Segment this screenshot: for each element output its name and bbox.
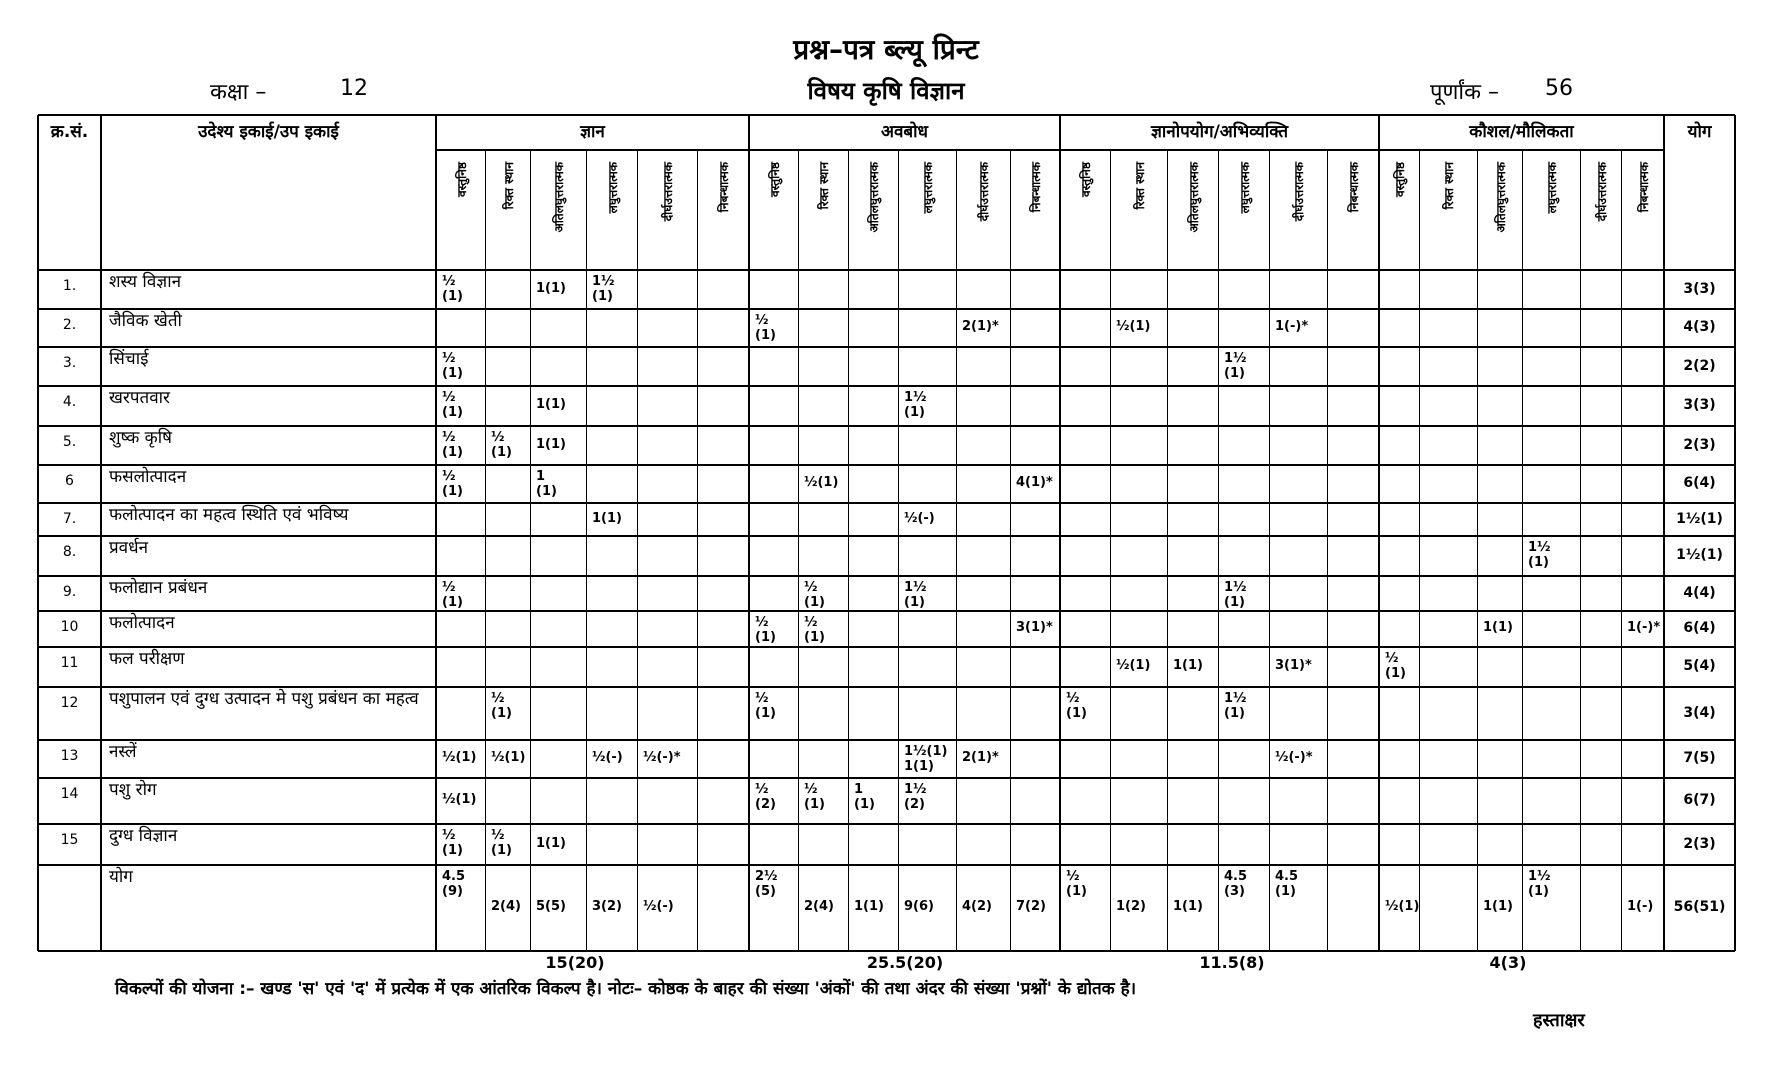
subcolumn-header: रिक्त स्थान <box>1132 162 1147 210</box>
table-row-cell: ½ (1) <box>491 430 512 460</box>
group-avbodh: अवबोध <box>880 122 928 142</box>
total-row-cell: ½ (1) <box>1066 869 1087 899</box>
table-row-unit: फलोद्यान प्रबंधन <box>109 578 208 598</box>
table-row-cell: 1 (1) <box>536 469 557 499</box>
grid-line <box>37 115 39 951</box>
subcolumn-header: लघुत्तरात्मक <box>1545 162 1559 214</box>
grid-line <box>1010 150 1011 951</box>
table-row-cell: ½ (1) <box>491 828 512 858</box>
subcolumn-header: निबन्धात्मक <box>1636 162 1651 213</box>
subcolumn-header: दीर्घउत्तरात्मक <box>1594 162 1609 222</box>
subcolumn-header: निबन्धात्मक <box>717 162 731 213</box>
grid-line <box>38 308 1735 310</box>
table-row-cell: 1½ (1) <box>592 274 615 304</box>
subcolumn-header: निबन्धात्मक <box>1029 162 1043 213</box>
grid-line <box>1167 150 1168 951</box>
table-row-cell: ½ (1) <box>491 691 512 721</box>
table-row-serial: 8. <box>62 544 77 560</box>
table-row-total: 4(4) <box>1683 584 1716 601</box>
group-total-gyan: 15(20) <box>545 953 605 972</box>
grid-line <box>1734 115 1736 951</box>
grid-line <box>637 150 638 951</box>
table-row-cell: 1(-)* <box>1627 620 1661 635</box>
grid-line <box>1327 150 1328 951</box>
table-row-serial: 15 <box>60 832 79 848</box>
table-row-serial: 5. <box>62 434 77 450</box>
total-row-cell: 7(2) <box>1016 899 1046 914</box>
table-row-cell: ½(1) <box>1116 319 1151 334</box>
grid-line <box>1580 150 1581 951</box>
total-row-cell: 2(4) <box>491 899 521 914</box>
grid-line <box>38 346 1735 348</box>
table-row-serial: 14 <box>60 786 79 802</box>
signature-label: हस्ताक्षर <box>1533 1010 1585 1031</box>
table-row-serial: 6 <box>65 473 74 489</box>
table-row-serial: 10 <box>60 619 79 635</box>
table-row-cell: ½ (1) <box>804 782 825 812</box>
table-row-total: 3(4) <box>1683 704 1716 721</box>
subcolumn-header: लघुत्तरात्मक <box>1237 162 1252 214</box>
grid-line <box>1419 150 1420 951</box>
table-row-serial: 13 <box>60 748 79 764</box>
table-row-serial: 1. <box>62 278 77 294</box>
table-row-total: 2(3) <box>1683 835 1716 852</box>
grid-line <box>38 385 1735 387</box>
grid-line <box>1269 150 1270 951</box>
subcolumn-header: वस्तुनिष्ठ <box>767 162 782 198</box>
table-row-serial: 2. <box>62 317 77 333</box>
table-row-cell: ½ (1) <box>804 580 825 610</box>
table-row-cell: 2(1)* <box>962 319 999 334</box>
table-row-unit: फलोत्पादन का महत्व स्थिति एवं भविष्य <box>109 505 349 525</box>
table-row-unit: फल परीक्षण <box>109 649 185 669</box>
table-row-cell: ½(-) <box>904 510 935 526</box>
table-row-cell: ½ (2) <box>755 782 776 812</box>
subcolumn-header: अतिलघुत्तरात्मक <box>1493 162 1508 233</box>
total-row-cell: 2(4) <box>804 899 834 914</box>
footer-note: विकल्पों की योजना :– खण्ड 'स' एवं 'द' में प्रत्येक में एक आंतरिक विकल्प है। नोटः– कोष्ठक के बाहर की संख्या 'अंकों' की तथा अंदर की संख्या 'प्रश्नों' के द्योतक है। <box>115 979 1137 999</box>
table-row-unit: फलोत्पादन <box>109 613 175 633</box>
table-row-unit: शस्य विज्ञान <box>109 272 182 292</box>
grid-line <box>38 114 1735 116</box>
table-row-cell: 2(1)* <box>962 750 999 765</box>
table-row-unit: दुग्ध विज्ञान <box>109 826 178 846</box>
table-row-unit: नस्लें <box>109 742 137 762</box>
total-row-unit: योग <box>109 867 133 887</box>
grid-line <box>1110 150 1111 951</box>
table-row-cell: ½ (1) <box>442 469 463 499</box>
table-row-serial: 12 <box>60 695 79 711</box>
group-total-gyanopyog: 11.5(8) <box>1199 953 1265 972</box>
grid-line <box>436 149 1664 151</box>
subcolumn-header: दीर्घउत्तरात्मक <box>977 162 991 222</box>
table-row-serial: 3. <box>62 355 77 371</box>
table-row-cell: ½(1) <box>442 792 477 807</box>
class-label: कक्षा – <box>210 80 267 105</box>
table-row-serial: 11 <box>60 655 79 671</box>
grid-line <box>38 686 1735 688</box>
table-row-cell: 1½ (1) <box>1528 540 1551 570</box>
class-value: 12 <box>340 76 368 101</box>
table-row-cell: 1½ (1) <box>904 580 927 610</box>
grid-line <box>1059 115 1061 951</box>
total-row-cell: 5(5) <box>536 899 566 914</box>
table-row-unit: पशु रोग <box>109 780 157 800</box>
table-row-total: 3(3) <box>1683 280 1716 297</box>
table-row-unit: जैविक खेती <box>109 311 182 331</box>
subject-title: विषय कृषि विज्ञान <box>807 77 965 105</box>
grid-line <box>38 464 1735 466</box>
table-row-cell: ½(-)* <box>1275 750 1313 765</box>
table-row-cell: 1(1) <box>536 280 566 296</box>
table-row-cell: ½(1) <box>442 750 477 765</box>
table-row-unit: सिंचाई <box>109 349 149 369</box>
grid-line <box>798 150 799 951</box>
group-total-avbodh: 25.5(20) <box>866 953 944 972</box>
table-row-cell: 3(1)* <box>1275 658 1312 673</box>
table-row-unit: शुष्क कृषि <box>109 428 172 448</box>
table-row-cell: ½(-) <box>592 750 623 765</box>
grid-line <box>38 425 1735 427</box>
table-row-cell: ½ (1) <box>1066 691 1087 721</box>
grid-line <box>38 575 1735 577</box>
header-total: योग <box>1687 122 1712 142</box>
table-row-cell: 1(1) <box>1483 620 1513 635</box>
page-title: प्रश्न–पत्र ब्ल्यू प्रिन्ट <box>793 33 979 66</box>
table-row-cell: 1½ (1) <box>1224 691 1247 721</box>
table-row-total: 2(2) <box>1683 357 1716 374</box>
subcolumn-header: अतिलघुत्तरात्मक <box>867 162 881 233</box>
grid-line <box>38 269 1735 271</box>
subcolumn-header: वस्तुनिष्ठ <box>1393 162 1407 198</box>
table-row-cell: ½ (1) <box>804 615 825 645</box>
header-unit: उदेश्य इकाई/उप इकाई <box>198 122 339 142</box>
table-row-unit: खरपतवार <box>109 388 171 408</box>
total-row-cell: ½(1) <box>1385 899 1420 914</box>
table-row-cell: ½ (1) <box>442 274 463 304</box>
table-row-serial: 4. <box>62 394 77 410</box>
grid-line <box>38 535 1735 537</box>
table-row-cell: 1½ (1) <box>1224 580 1247 610</box>
table-row-cell: 1 (1) <box>854 782 875 812</box>
table-row-total: 2(3) <box>1683 436 1716 453</box>
subcolumn-header: रिक्त स्थान <box>817 162 831 210</box>
grid-line <box>1218 150 1219 951</box>
table-row-cell: ½(1) <box>491 750 526 765</box>
grid-line <box>1621 150 1622 951</box>
table-row-cell: 1½ (2) <box>904 782 927 812</box>
total-row-cell: 1½ (1) <box>1528 869 1551 899</box>
table-row-cell: ½ (1) <box>442 580 463 610</box>
total-row-cell: 1(1) <box>854 899 884 914</box>
subcolumn-header: वस्तुनिष्ठ <box>1079 162 1093 198</box>
table-row-total: 3(3) <box>1683 397 1716 413</box>
total-row-cell: 4.5 (1) <box>1275 869 1299 899</box>
subcolumn-header: अतिलघुत्तरात्मक <box>1186 162 1201 233</box>
subcolumn-header: लघुत्तरात्मक <box>605 162 620 214</box>
table-row-serial: 9. <box>62 584 77 600</box>
table-row-cell: ½(1) <box>1116 658 1151 673</box>
table-row-cell: ½(-)* <box>643 750 681 765</box>
table-row-cell: ½(1) <box>804 475 839 490</box>
grid-line <box>38 502 1735 504</box>
table-row-cell: ½ (1) <box>755 615 776 645</box>
grid-line <box>898 150 899 951</box>
table-row-cell: 1½(1) 1(1) <box>904 744 948 774</box>
group-gyan: ज्ञान <box>580 122 605 142</box>
grid-line <box>100 115 102 951</box>
group-kaushal: कौशल/मौलिकता <box>1469 122 1574 142</box>
subcolumn-header: अतिलघुत्तरात्मक <box>552 162 566 233</box>
max-marks-label: पूर्णांक – <box>1430 80 1499 105</box>
table-row-total: 4(3) <box>1683 319 1716 335</box>
table-row-unit: पशुपालन एवं दुग्ध उत्पादन मे पशु प्रबंधन का महत्व <box>109 689 419 709</box>
table-row-total: 6(7) <box>1683 792 1716 808</box>
subcolumn-header: निबन्धात्मक <box>1347 162 1361 213</box>
table-row-total: 5(4) <box>1683 658 1716 674</box>
table-row-total: 1½(1) <box>1676 510 1723 527</box>
table-row-cell: 1½ (1) <box>1224 351 1247 381</box>
total-row-cell: 1(1) <box>1173 899 1203 914</box>
subcolumn-header: दीर्घउत्तरात्मक <box>661 162 675 222</box>
table-row-cell: 1(1) <box>536 436 566 452</box>
table-row-cell: 1(1) <box>592 510 622 526</box>
grid-line <box>1378 115 1380 951</box>
total-row-cell: 4.5 (3) <box>1224 869 1248 899</box>
subcolumn-header: लघुत्तरात्मक <box>921 162 935 214</box>
grid-line <box>748 115 750 951</box>
table-row-serial: 7. <box>62 511 77 527</box>
table-row-cell: 3(1)* <box>1016 620 1053 635</box>
total-row-cell: 1(-) <box>1627 899 1654 914</box>
total-row-cell: ½(-) <box>643 899 674 914</box>
grid-line <box>38 739 1735 741</box>
table-row-cell: 1½ (1) <box>904 390 927 420</box>
table-row-cell: ½ (1) <box>755 691 776 721</box>
subcolumn-header: दीर्घउत्तरात्मक <box>1292 162 1306 222</box>
total-row-cell: 9(6) <box>904 899 934 914</box>
table-row-cell: 1(1) <box>1173 658 1203 673</box>
group-total-kaushal: 4(3) <box>1489 953 1527 972</box>
table-row-cell: 1(1) <box>536 835 566 851</box>
grid-line <box>956 150 957 951</box>
table-row-cell: ½ (1) <box>442 430 463 460</box>
max-marks-value: 56 <box>1545 76 1573 101</box>
subcolumn-header: रिक्त स्थान <box>1442 162 1456 210</box>
table-row-unit: फसलोत्पादन <box>109 467 187 487</box>
total-row-cell: 2½ (5) <box>755 869 778 899</box>
table-row-cell: 4(1)* <box>1016 475 1053 490</box>
total-row-cell: 1(1) <box>1483 899 1513 914</box>
total-row-cell: 1(2) <box>1116 899 1146 914</box>
table-row-cell: 1(1) <box>536 397 566 412</box>
table-row-cell: ½ (1) <box>442 390 463 420</box>
grid-line <box>848 150 849 951</box>
total-row-cell: 4.5 (9) <box>442 869 466 899</box>
table-row-cell: ½ (1) <box>755 313 776 343</box>
table-row-total: 1½(1) <box>1676 547 1723 563</box>
total-row-cell: 3(2) <box>592 899 622 914</box>
table-row-unit: प्रवर्धन <box>109 538 149 558</box>
total-row-cell: 4(2) <box>962 899 992 914</box>
table-row-cell: ½ (1) <box>442 828 463 858</box>
grid-line <box>1663 115 1665 951</box>
grid-line <box>1477 150 1478 951</box>
subcolumn-header: रिक्त स्थान <box>501 162 516 210</box>
grid-line <box>697 150 698 951</box>
table-row-total: 6(4) <box>1683 620 1716 636</box>
header-serial-number: क्र.सं. <box>50 122 89 142</box>
table-row-cell: 1(-)* <box>1275 319 1309 334</box>
group-gyanopyog: ज्ञानोपयोग/अभिव्यक्ति <box>1150 122 1289 142</box>
table-row-total: 6(4) <box>1683 475 1716 491</box>
table-row-cell: ½ (1) <box>1385 651 1406 681</box>
table-row-cell: ½ (1) <box>442 351 463 381</box>
table-row-total: 7(5) <box>1683 750 1716 766</box>
subcolumn-header: वस्तुनिष्ठ <box>454 162 469 198</box>
total-row-total: 56(51) <box>1673 899 1726 915</box>
